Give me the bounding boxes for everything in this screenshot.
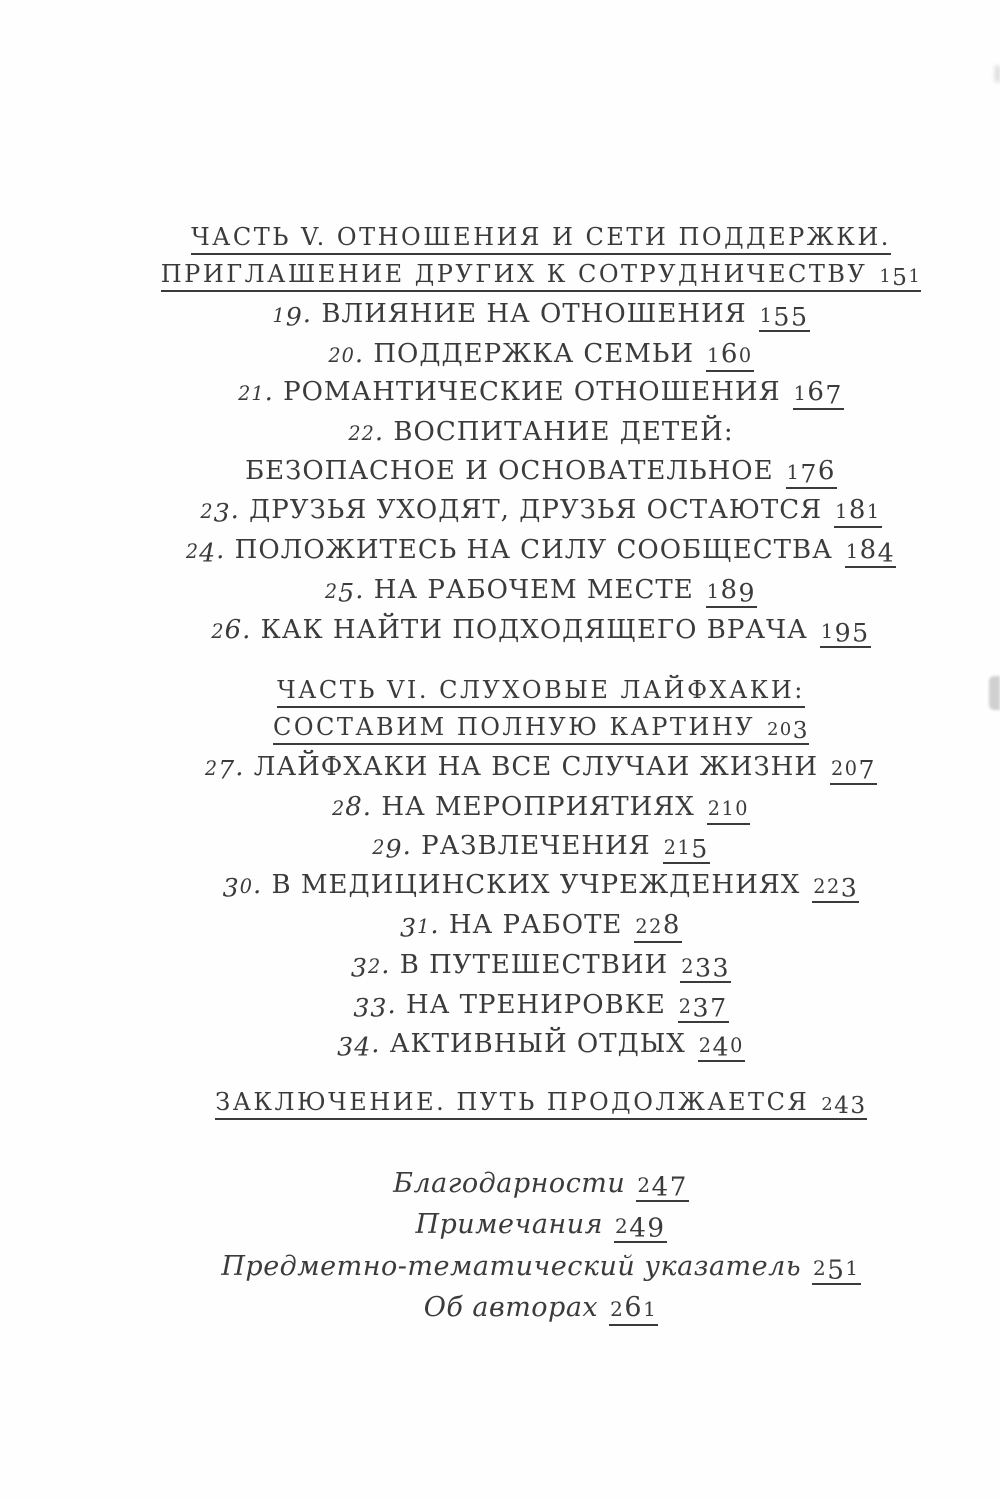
oldstyle-digit: 1 [845,1255,860,1280]
oldstyle-digit: 1 [721,797,736,821]
oldstyle-digit: 3 [792,716,810,744]
scan-edge-artifact [989,676,1000,710]
chapter-number: 29. [372,830,412,863]
oldstyle-digit: 2 [185,540,200,564]
oldstyle-digit: 2 [328,343,342,367]
oldstyle-digit: 5 [790,302,809,332]
conclusion-underlined-text [215,1088,866,1120]
oldstyle-digit: 2 [204,757,219,781]
oldstyle-digit: 7 [218,755,236,785]
oldstyle-digit: 9 [647,1213,666,1244]
oldstyle-digit: 3 [694,953,713,983]
oldstyle-digit: 7 [710,992,728,1022]
backmatter-entry [82,1206,1000,1247]
oldstyle-digit: 3 [213,498,231,528]
scan-edge-speck [995,66,1000,82]
oldstyle-digit: 6 [624,1291,644,1323]
toc-chapter-entry [82,987,1000,1027]
part-heading-underlined-text: ЧАСТЬ V. ОТНОШЕНИЯ И СЕТИ ПОДДЕРЖКИ. [191,223,891,255]
chapter-number: 33. [353,989,397,1022]
oldstyle-digit: 7 [669,1172,688,1203]
oldstyle-digit: 6 [817,455,836,486]
toc-chapter-entry [82,907,1000,947]
oldstyle-digit: 1 [251,382,265,406]
page-number [706,339,754,372]
oldstyle-digit: 2 [348,422,362,446]
oldstyle-digit: 2 [614,1214,630,1239]
part-heading-line [82,219,1000,256]
oldstyle-digit: 5 [691,833,709,863]
oldstyle-digit: 1 [820,619,835,643]
oldstyle-digit: 6 [224,614,243,645]
oldstyle-digit: 9 [385,833,403,863]
oldstyle-digit: 0 [239,875,253,899]
oldstyle-digit: 2 [610,1296,625,1321]
toc-chapter-entry [82,828,1000,868]
page-number [663,831,710,864]
oldstyle-digit: 9 [285,302,303,332]
page-number [845,535,896,568]
chapter-title: В ПУТЕШЕСТВИИ [399,949,669,980]
part-heading-underlined-text: СОСТАВИМ ПОЛНУЮ КАРТИНУ 203 [272,712,810,744]
oldstyle-digit: 3 [337,1032,355,1062]
chapter-number: 25. [324,574,365,608]
chapter-title: БЕЗОПАСНОЕ И ОСНОВАТЕЛЬНОЕ [245,455,774,486]
oldstyle-digit: 1 [786,460,801,484]
toc-chapter-entry [82,749,1000,789]
oldstyle-digit: 2 [681,954,695,978]
page-number [609,1292,658,1326]
page-number [834,495,882,528]
backmatter-title: Предметно-тематический указатель [221,1250,802,1282]
chapter-number: 30. [222,870,263,903]
chapter-title: ДРУЗЬЯ УХОДЯТ, ДРУЗЬЯ ОСТАЮТСЯ [249,495,823,526]
toc-chapter-entry [82,453,1000,493]
conclusion-label: ЗАКЛЮЧЕНИЕ. ПУТЬ ПРОДОЛЖАЕТСЯ [215,1088,810,1117]
chapter-number: 19. [272,299,313,332]
toc-chapter-entry [82,789,1000,828]
toc-chapter-entry [82,296,1000,336]
page-number [634,910,682,943]
oldstyle-digit: 5 [892,263,909,291]
oldstyle-digit: 2 [637,1172,652,1197]
oldstyle-digit: 3 [850,1092,867,1120]
page-number [636,1168,689,1202]
chapter-number: 22. [348,417,385,448]
toc-part-section-1 [82,219,1000,651]
chapter-title: КАК НАЙТИ ПОДХОДЯЩЕГО ВРАЧА [260,614,808,645]
oldstyle-digit: 6 [807,377,826,408]
chapter-number: 34. [337,1029,381,1062]
backmatter-entry [82,1165,1000,1206]
oldstyle-digit: 2 [678,994,693,1018]
chapter-title: РАЗВЛЕЧЕНИЯ [421,830,651,861]
backmatter-entry [82,1289,1000,1328]
backmatter-title: Примечания [415,1209,603,1241]
page-number [830,752,877,785]
oldstyle-digit: 8 [662,910,681,941]
oldstyle-digit: 1 [845,540,860,564]
oldstyle-digit: 1 [643,1296,658,1321]
page-number [812,1251,861,1285]
part-heading-line [82,672,1000,709]
oldstyle-digit: 7 [800,458,818,488]
chapter-number: 26. [211,614,252,645]
oldstyle-digit: 4 [651,1172,670,1203]
chapter-number: 24. [185,535,226,568]
toc-backmatter [82,1165,1000,1328]
oldstyle-digit: 2 [635,915,650,939]
oldstyle-digit: 0 [844,757,859,781]
toc-chapter-entry [82,1026,1000,1066]
oldstyle-digit: 8 [345,792,363,823]
oldstyle-digit: 2 [649,915,663,939]
oldstyle-digit: 7 [858,755,877,785]
toc-chapter-entry [82,374,1000,414]
oldstyle-digit: 1 [677,835,692,859]
toc-chapter-entry [82,572,1000,612]
oldstyle-digit: 1 [866,500,881,524]
oldstyle-digit: 2 [813,875,828,899]
oldstyle-digit: 2 [367,954,382,978]
page-number [614,1209,667,1243]
oldstyle-digit: 5 [773,302,791,332]
oldstyle-digit: 1 [707,343,721,367]
chapter-title: ВЛИЯНИЕ НА ОТНОШЕНИЯ [321,299,747,330]
toc-chapter-entry [82,867,1000,907]
chapter-number: 21. [238,377,274,408]
oldstyle-digit: 2 [200,500,214,524]
oldstyle-digit: 1 [908,266,922,287]
oldstyle-digit: 1 [835,500,849,524]
oldstyle-digit: 9 [738,578,757,608]
part-heading-underlined-text: ЧАСТЬ VI. СЛУХОВЫЕ ЛАЙФХАКИ: [277,676,805,708]
oldstyle-digit: 1 [879,266,893,287]
oldstyle-digit: 1 [272,304,286,328]
backmatter-title: Об авторах [423,1291,599,1323]
page-number [759,299,810,332]
oldstyle-digit: 1 [706,579,721,603]
oldstyle-digit: 4 [629,1213,648,1244]
chapter-title: НА РАБОТЕ [448,910,623,941]
oldstyle-digit: 3 [840,873,859,903]
chapter-title: НА ТРЕНИРОВКЕ [405,989,666,1020]
oldstyle-digit: 1 [759,304,774,328]
chapter-title: ПОДДЕРЖКА СЕМЬИ [373,338,695,369]
oldstyle-digit: 2 [707,797,722,821]
toc-chapter-entry [82,414,1000,453]
oldstyle-digit: 5 [852,617,870,647]
page-number [706,575,757,608]
toc-chapter-entry [82,947,1000,987]
toc-chapter-entry [82,492,1000,532]
oldstyle-digit: 3 [712,953,731,983]
chapter-title: РОМАНТИЧЕСКИЕ ОТНОШЕНИЯ [283,377,781,408]
oldstyle-digit: 5 [338,578,356,608]
oldstyle-digit: 8 [848,495,867,526]
page-number [812,870,859,903]
oldstyle-digit: 2 [332,797,346,821]
oldstyle-digit: 9 [834,617,853,647]
chapter-number: 28. [332,792,373,823]
oldstyle-digit: 3 [400,913,418,943]
chapter-title: ЛАЙФХАКИ НА ВСЕ СЛУЧАИ ЖИЗНИ [253,752,819,783]
chapter-number: 23. [200,495,240,528]
oldstyle-digit: 2 [821,1095,835,1116]
chapter-number: 31. [400,910,440,943]
oldstyle-digit: 0 [779,719,793,740]
page-number [820,615,871,648]
oldstyle-digit: 3 [350,953,368,983]
oldstyle-digit: 3 [370,992,388,1022]
oldstyle-digit: 3 [353,992,371,1022]
page-number [793,377,844,410]
oldstyle-digit: 2 [813,1255,828,1280]
oldstyle-digit: 4 [877,538,896,568]
chapter-title: ПОЛОЖИТЕСЬ НА СИЛУ СООБЩЕСТВА [234,535,833,566]
oldstyle-digit: 2 [361,422,375,446]
backmatter-entry [82,1248,1000,1289]
oldstyle-digit: 2 [238,382,252,406]
oldstyle-digit: 2 [324,579,339,603]
oldstyle-digit: 2 [372,835,386,859]
part-heading-underlined-text: ПРИГЛАШЕНИЕ ДРУГИХ К СОТРУДНИЧЕСТВУ 151 [160,259,922,291]
oldstyle-digit: 0 [341,343,355,367]
chapter-number: 20. [328,338,365,369]
toc-conclusion-entry [82,1084,1000,1125]
toc-chapter-entry [82,612,1000,652]
page-number [707,792,750,825]
oldstyle-digit: 6 [720,338,739,369]
oldstyle-digit: 0 [738,343,753,367]
toc-chapter-entry [82,532,1000,572]
page-number [821,1088,867,1120]
page-number [879,260,922,291]
oldstyle-digit: 0 [730,1034,744,1058]
toc-part-section-2 [82,672,1000,1066]
toc-chapter-entry [82,336,1000,375]
oldstyle-digit: 4 [712,1032,731,1062]
oldstyle-digit: 4 [354,1032,372,1062]
part-heading-line [82,709,1000,750]
oldstyle-digit: 2 [827,875,841,899]
oldstyle-digit: 1 [417,915,431,939]
chapter-title: АКТИВНЫЙ ОТДЫХ [389,1029,686,1060]
page-number [698,1029,745,1062]
chapter-number: 32. [350,949,391,983]
chapter-title: НА РАБОЧЕМ МЕСТЕ [373,574,694,605]
page-number [678,990,729,1023]
chapter-number: 27. [204,752,245,785]
oldstyle-digit: 2 [831,757,845,781]
oldstyle-digit: 4 [199,538,217,568]
toc-sections [82,219,1000,1066]
backmatter-title: Благодарности [393,1167,626,1199]
oldstyle-digit: 5 [827,1254,846,1285]
part-heading-line [82,256,1000,297]
oldstyle-digit: 7 [825,380,843,410]
oldstyle-digit: 2 [767,719,780,740]
oldstyle-digit: 2 [698,1034,713,1058]
oldstyle-digit: 2 [211,619,225,643]
oldstyle-digit: 0 [735,797,749,821]
page-number [786,456,837,489]
oldstyle-digit: 4 [834,1092,851,1120]
chapter-title: В МЕДИЦИНСКИХ УЧРЕЖДЕНИЯХ [271,870,801,901]
oldstyle-digit: 3 [692,992,711,1022]
oldstyle-digit: 1 [793,382,808,406]
page-number [680,950,731,983]
oldstyle-digit: 8 [859,535,878,566]
table-of-contents [82,219,1000,1328]
chapter-title: НА МЕРОПРИЯТИЯХ [381,792,695,823]
chapter-title: ВОСПИТАНИЕ ДЕТЕЙ: [393,417,734,448]
oldstyle-digit: 3 [222,873,240,903]
page-number [767,713,810,744]
oldstyle-digit: 8 [720,574,739,605]
oldstyle-digit: 2 [663,835,678,859]
